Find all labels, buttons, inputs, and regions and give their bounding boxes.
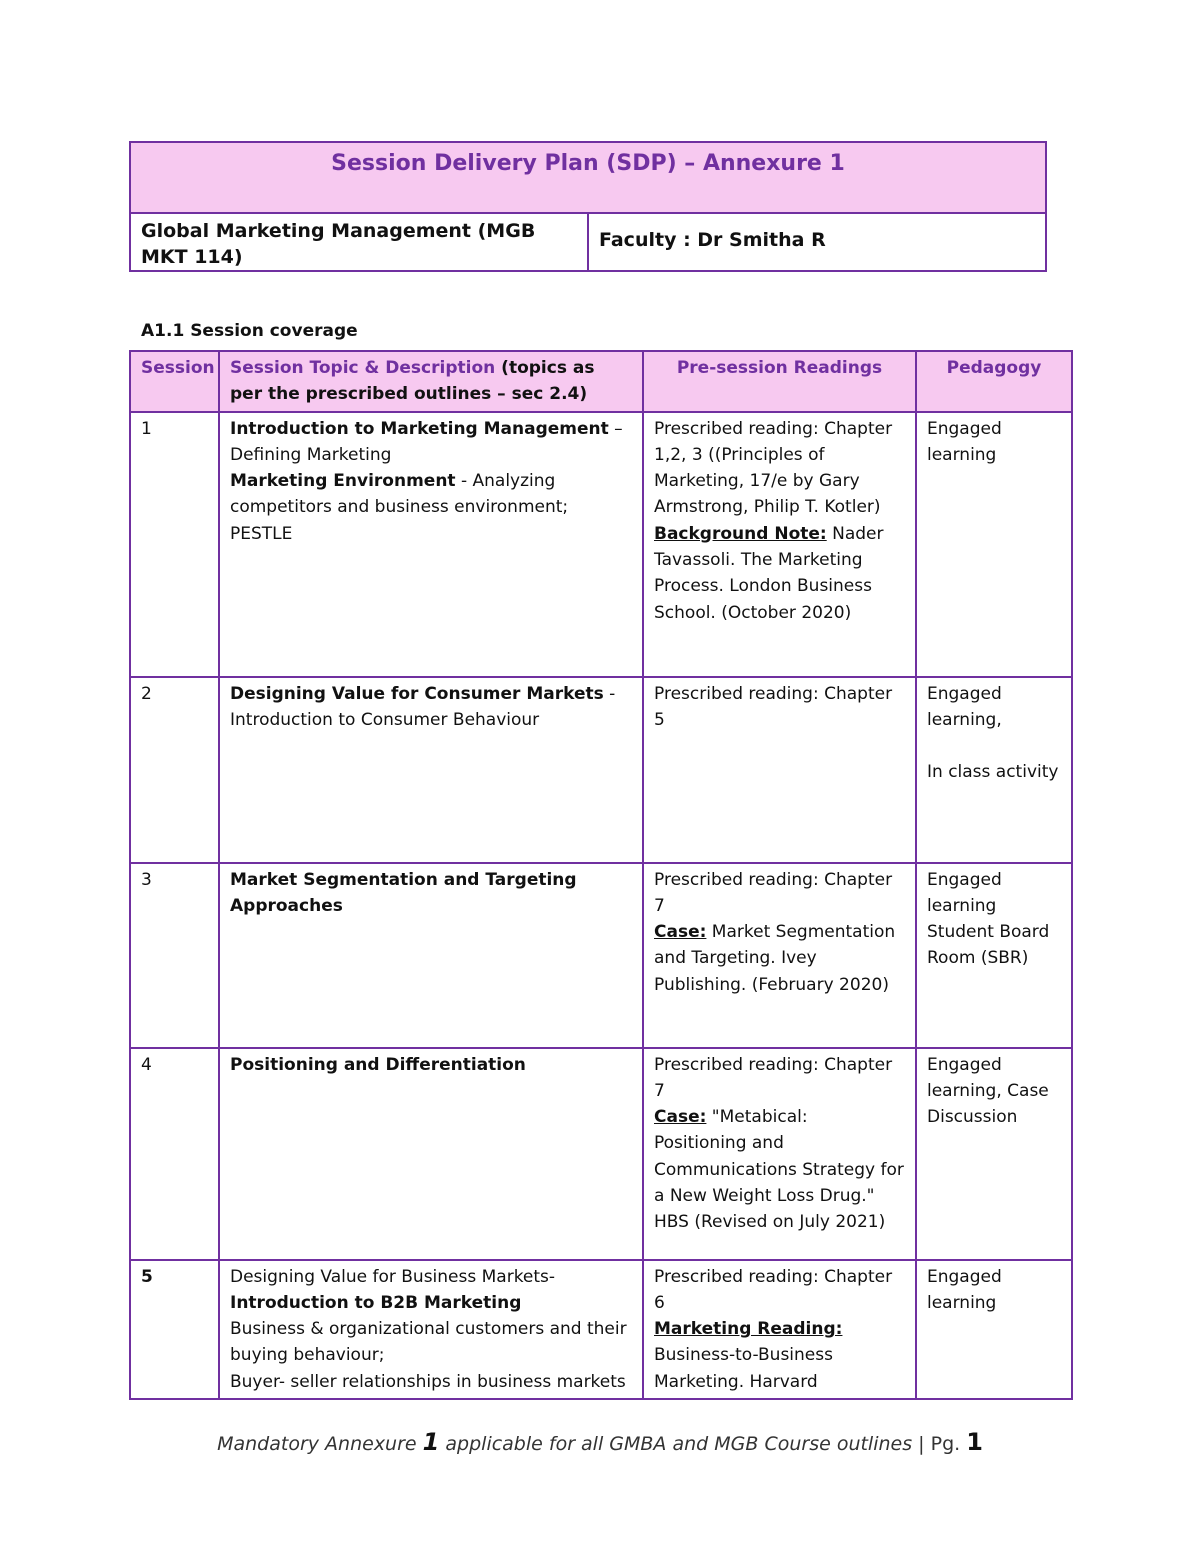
- pedagogy: [916, 1260, 1072, 1399]
- session-number: 4: [130, 1048, 219, 1260]
- topic-text: Designing Value for Business Markets-: [230, 1266, 556, 1287]
- reading-lead: Prescribed reading: Chapter 6: [654, 1266, 893, 1313]
- pedagogy-text: Engaged learning,: [927, 683, 1002, 730]
- page-number: 1: [966, 1428, 983, 1456]
- pre-session-readings: [643, 1048, 916, 1260]
- course-name: Global Marketing Management (MGB MKT 114): [131, 214, 589, 270]
- pedagogy: [916, 863, 1072, 1048]
- topic-bold: Marketing Environment: [230, 471, 456, 492]
- topic-line: [230, 1052, 632, 1078]
- topic-line: [230, 867, 632, 920]
- pedagogy-extra: In class activity: [927, 762, 1059, 783]
- pedagogy-text: Engaged learning: [927, 1266, 1002, 1313]
- topic-line: [230, 1290, 632, 1316]
- table-row: [130, 863, 1072, 1048]
- session-number: 5: [130, 1260, 219, 1399]
- pre-session-readings: [643, 677, 916, 863]
- topic-bold: Introduction to Marketing Management: [230, 418, 609, 439]
- pre-session-readings: [643, 1260, 916, 1399]
- reading-lead: Prescribed reading: Chapter 7: [654, 1054, 893, 1101]
- pedagogy-text: Engaged learning Student Board Room (SBR): [927, 869, 1050, 969]
- pedagogy-text: Engaged learning, Case Discussion: [927, 1054, 1049, 1128]
- footer-text-b: applicable for all GMBA and MGB Course outlines: [439, 1433, 913, 1455]
- reading-lead: Prescribed reading: Chapter 1,2, 3 ((Principles of Marketing, 17/e by Gary Armstrong, Philip T. Kotler): [654, 418, 893, 518]
- reading-label: Case:: [654, 922, 707, 943]
- page-footer: [0, 1428, 1200, 1456]
- session-topic: [219, 1048, 643, 1260]
- reading-lead: Prescribed reading: Chapter 5: [654, 683, 893, 730]
- topic-bold: Positioning and Differentiation: [230, 1054, 526, 1075]
- footer-annexure-number: 1: [422, 1428, 440, 1456]
- faculty-name: Faculty : Dr Smitha R: [599, 229, 826, 251]
- header-session: Session: [130, 351, 219, 412]
- sdp-header: [129, 141, 1047, 272]
- topic-line: [230, 416, 632, 469]
- pre-session-readings: [643, 863, 916, 1048]
- table-header-row: [130, 351, 1072, 412]
- footer-separator: | Pg.: [912, 1433, 967, 1455]
- topic-text: Buyer- seller relationships in business markets: [230, 1371, 626, 1392]
- session-number: 2: [130, 677, 219, 863]
- session-number: 3: [130, 863, 219, 1048]
- topic-text: - Analyzing competitors and business environment; PESTLE: [230, 471, 569, 544]
- reading-detail: Nader Tavassoli. The Marketing Process. London Business School. (October 2020): [654, 523, 884, 623]
- topic-text: - Introduction to Consumer Behaviour: [230, 683, 616, 730]
- topic-text: Business & organizational customers and their buying behaviour;: [230, 1319, 627, 1366]
- reading-detail: Market Segmentation and Targeting. Ivey Publishing. (February 2020): [654, 922, 896, 995]
- topic-line: [230, 468, 632, 547]
- pedagogy-text: Engaged learning: [927, 418, 1002, 465]
- reading-label: Marketing Reading:: [654, 1319, 843, 1340]
- reading-lead: Prescribed reading: Chapter 7: [654, 869, 893, 916]
- topic-bold: Introduction to B2B Marketing: [230, 1292, 522, 1313]
- topic-line: [230, 1369, 632, 1395]
- pedagogy: [916, 1048, 1072, 1260]
- reading-label: Case:: [654, 1107, 707, 1128]
- reading-detail: Business-to-Business Marketing. Harvard: [654, 1345, 833, 1392]
- topic-bold: Market Segmentation and Targeting Approaches: [230, 869, 577, 916]
- footer-text-a: Mandatory Annexure: [217, 1433, 423, 1455]
- session-topic: [219, 1260, 643, 1399]
- topic-bold: Designing Value for Consumer Markets: [230, 683, 604, 704]
- table-row: [130, 1260, 1072, 1399]
- pedagogy: [916, 677, 1072, 863]
- pedagogy-spacer: [927, 733, 1061, 759]
- topic-text: – Defining Marketing: [230, 418, 623, 465]
- header-readings: Pre-session Readings: [643, 351, 916, 412]
- header-topic-label: Session Topic & Description: [230, 358, 496, 378]
- topic-line: [230, 1316, 632, 1369]
- section-label: A1.1 Session coverage: [141, 321, 358, 341]
- reading-detail: "Metabical: Positioning and Communications Strategy for a New Weight Loss Drug." HBS (Revised on July 2021): [654, 1107, 904, 1233]
- header-topic: [219, 351, 643, 412]
- table-row: [130, 412, 1072, 677]
- topic-line: [230, 681, 632, 734]
- session-topic: [219, 863, 643, 1048]
- reading-label: Background Note:: [654, 523, 827, 544]
- document-title: Session Delivery Plan (SDP) – Annexure 1: [131, 143, 1045, 214]
- session-table: [129, 350, 1073, 1400]
- table-row: [130, 1048, 1072, 1260]
- header-pedagogy: Pedagogy: [916, 351, 1072, 412]
- table-row: [130, 677, 1072, 863]
- header-topic-note: (topics as per the prescribed outlines – sec 2.4): [230, 358, 595, 405]
- course-row: [131, 214, 1045, 270]
- pedagogy: [916, 412, 1072, 677]
- session-number: 1: [130, 412, 219, 677]
- pre-session-readings: [643, 412, 916, 677]
- session-topic: [219, 677, 643, 863]
- topic-line: [230, 1264, 632, 1290]
- session-topic: [219, 412, 643, 677]
